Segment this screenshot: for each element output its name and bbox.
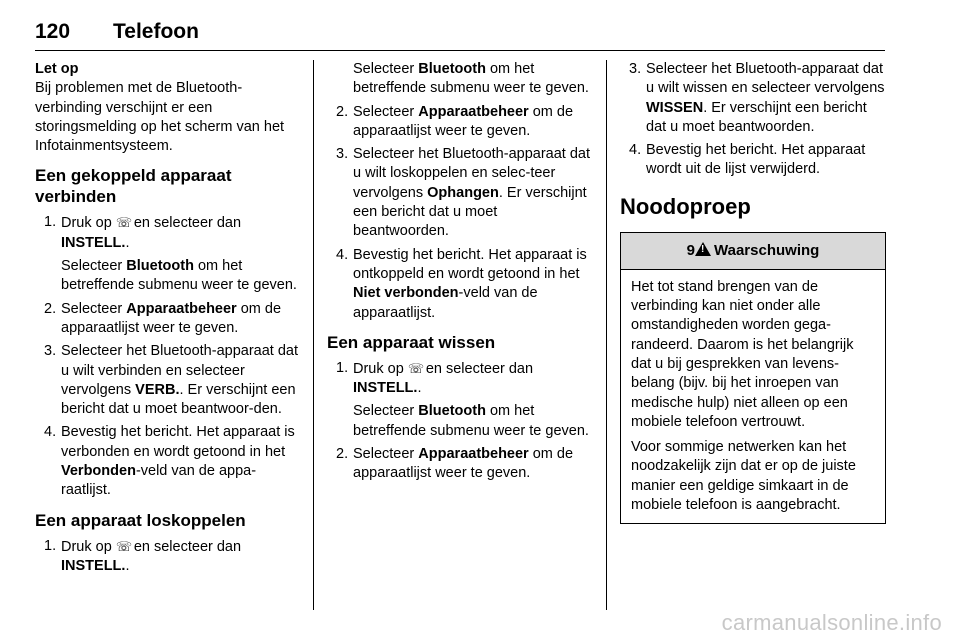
step-number: 3. bbox=[44, 343, 57, 360]
step-number: 1. bbox=[44, 214, 57, 231]
warning-box bbox=[620, 232, 886, 525]
list-item: 4. Bevestig het bericht. Het apparaat is verbonden en wordt getoond in het Verbonden-veld van de appa-raatlijst. bbox=[44, 424, 295, 499]
section-title-emergency: Noodoproep bbox=[620, 193, 751, 219]
warning-paragraph: Voor sommige netwerken kan het noodzakelijk zijn dat er op de juiste manier een geldige simkaart in de mobiele telefoon is aangebracht. bbox=[631, 439, 856, 514]
list-item: 3. Selecteer het Bluetooth-apparaat dat u wilt verbinden en selecteer vervolgens VERB.. Er verschijnt een bericht dat u moet beantwoor-den. bbox=[44, 343, 298, 418]
step-number: 2. bbox=[44, 300, 57, 317]
list-item: 1. Druk op ☏ en selecteer dan INSTELL.. Selecteer Bluetooth om het betreffende submenu weer te geven. bbox=[327, 359, 595, 441]
column-1 bbox=[35, 60, 300, 580]
warning-paragraph: Het tot stand brengen van de verbinding kan niet onder alle omstandigheden worden gega-randeerd. Daarom is het belangrijk dat u bij gesprekken van levens-belang (bijv. bij het inroepen van medische hulp) niet alleen op een mobiele telefoon vertrouwt. bbox=[631, 278, 854, 430]
disconnect-steps bbox=[35, 537, 300, 577]
page-number: 120 bbox=[35, 20, 71, 43]
note-label: Let op bbox=[35, 61, 79, 77]
step-number: 1. bbox=[44, 537, 57, 554]
warning-body bbox=[621, 270, 885, 524]
substep: Selecteer Bluetooth om het betreffende submenu weer te geven. bbox=[61, 258, 297, 294]
disconnect-steps-cont bbox=[327, 60, 595, 323]
warning-code: 9 bbox=[686, 241, 696, 259]
step-number: 1. bbox=[336, 359, 349, 376]
page-title: Telefoon bbox=[113, 20, 199, 43]
column-3 bbox=[620, 60, 886, 524]
list-item: 3. Selecteer het Bluetooth-apparaat dat u wilt loskoppelen en selec-teer vervolgens Ophangen. Er verschijnt een bericht dat u moet beantwoorden. bbox=[336, 146, 590, 240]
section-title-disconnect: Een apparaat loskoppelen bbox=[35, 510, 246, 530]
connect-steps bbox=[35, 213, 300, 500]
substep: Selecteer Bluetooth om het betreffende submenu weer te geven. bbox=[353, 403, 589, 439]
section-title-connect: Een gekoppeld apparaat verbinden bbox=[35, 166, 232, 207]
note-text: Bij problemen met de Bluetooth-verbinding verschijnt er een storingsmelding op het scherm van het Infotainmentsysteem. bbox=[35, 80, 285, 155]
list-item: 1. Druk op ☏ en selecteer dan INSTELL.. bbox=[44, 537, 242, 574]
page-header bbox=[35, 18, 885, 51]
step-number: 4. bbox=[44, 424, 57, 441]
column-divider bbox=[606, 60, 607, 610]
step-number: 2. bbox=[336, 446, 349, 463]
list-item: 2. Selecteer Apparaatbeheer om de apparaatlijst weer te geven. bbox=[44, 300, 282, 336]
substep: Selecteer Bluetooth om het betreffende submenu weer te geven. bbox=[353, 61, 589, 97]
phone-icon: ☏ bbox=[115, 538, 133, 554]
step-number: 4. bbox=[629, 142, 642, 159]
step-number: 4. bbox=[336, 246, 349, 263]
delete-steps-cont bbox=[620, 60, 886, 180]
list-item bbox=[327, 60, 595, 99]
column-divider bbox=[313, 60, 314, 610]
warning-header bbox=[621, 233, 885, 270]
list-item: 4. Bevestig het bericht. Het apparaat wordt uit de lijst verwijderd. bbox=[629, 142, 866, 178]
list-item: 3. Selecteer het Bluetooth-apparaat dat u wilt wissen en selecteer vervolgens WISSEN. Er verschijnt een bericht dat u moet beantwoorden. bbox=[629, 61, 885, 135]
step-number: 3. bbox=[336, 146, 349, 163]
step-number: 2. bbox=[336, 103, 349, 120]
phone-icon: ☏ bbox=[115, 215, 133, 231]
list-item: 2. Selecteer Apparaatbeheer om de apparaatlijst weer te geven. bbox=[336, 103, 574, 139]
section-title-delete: Een apparaat wissen bbox=[327, 332, 496, 352]
watermark: carmanualsonline.info bbox=[721, 610, 942, 635]
list-item: 2. Selecteer Apparaatbeheer om de apparaatlijst weer te geven. bbox=[336, 446, 574, 482]
column-2 bbox=[327, 60, 595, 488]
step-number: 3. bbox=[629, 61, 642, 77]
warning-label: Waarschuwing bbox=[714, 241, 820, 259]
warning-triangle-icon bbox=[695, 242, 711, 256]
list-item: 4. Bevestig het bericht. Het apparaat is ontkoppeld en wordt getoond in het Niet verbonden-veld van de apparaatlijst. bbox=[336, 246, 587, 321]
phone-icon: ☏ bbox=[407, 360, 425, 376]
list-item: 1. Druk op ☏ en selecteer dan INSTELL.. Selecteer Bluetooth om het betreffende submenu weer te geven. bbox=[35, 213, 300, 295]
delete-steps bbox=[327, 359, 595, 484]
